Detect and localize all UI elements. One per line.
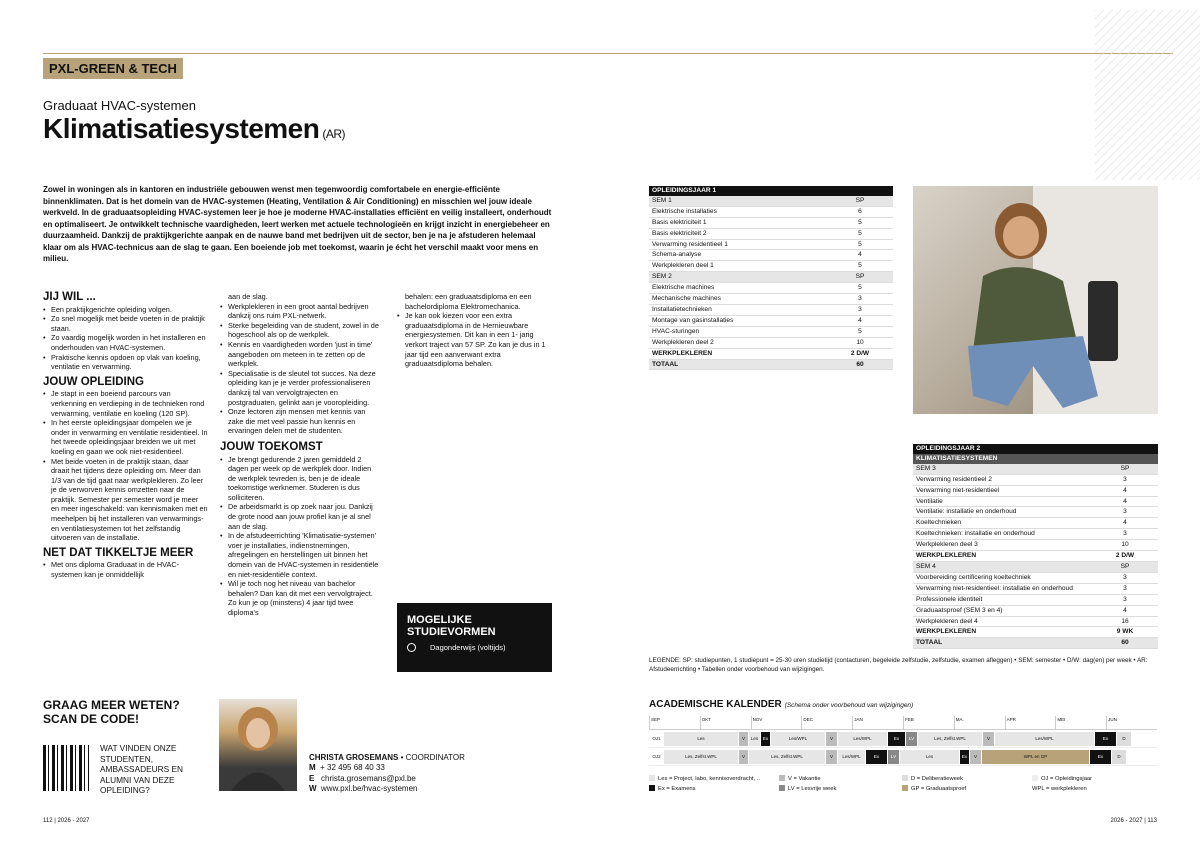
course-sp: SP [1120, 464, 1130, 472]
calendar-month: MA. [954, 716, 1005, 729]
list-item: • De arbeidsmarkt is op zoek naar jou. Dankzij de grote nood aan jouw profiel kan je al snel aan de slag. [220, 502, 380, 531]
course-sp: 4 [1123, 497, 1127, 505]
table-header: OPLEIDINGSJAAR 2 [913, 444, 1158, 454]
swatch-oj [1032, 775, 1038, 781]
continued-text: behalen: een graduaatsdiploma en een bachelordiploma Elektromechanica. [405, 292, 532, 311]
legend-label: Ex = Examens [658, 786, 696, 792]
course-sp: 3 [1123, 530, 1127, 538]
table-jaar1 [649, 186, 893, 370]
course-name: Verwarming niet-residentieel [916, 486, 1000, 494]
table-body [649, 196, 893, 371]
table-body [913, 464, 1158, 649]
kalender-title [649, 699, 913, 710]
legend-label: Les = Project, labo, kennisoverdracht, .. [658, 776, 760, 782]
course-name: Ventilatie [916, 497, 943, 505]
course-name: Werkplekleren deel 2 [652, 338, 714, 346]
table-subheader: KLIMATISATIESYSTEMEN [913, 454, 1158, 464]
course-name: TOTAAL [652, 360, 679, 368]
toekomst-list [220, 455, 380, 618]
table-jaar2 [913, 444, 1158, 649]
contact-role: • COORDINATOR [400, 753, 465, 762]
course-name: Mechanische machines [652, 295, 721, 303]
course-name: Verwarming residentieel 1 [652, 240, 728, 248]
table-row [649, 229, 893, 240]
course-sp: 9 WK [1116, 628, 1134, 636]
course-name: Koeltechnieken: installatie en onderhoud [916, 530, 1035, 538]
legend-label: V = Vakantie [788, 776, 821, 782]
legend-label: GP = Graduaatsproef [911, 786, 967, 792]
swatch-examens [649, 785, 655, 791]
table-row [913, 584, 1158, 595]
segment-les: Les [899, 750, 959, 764]
segment-vakantie: V [982, 732, 994, 746]
page-number-left: 112 | 2026 - 2027 [43, 818, 90, 824]
segment-les-zelfst: Les, Zelfst.WPL [748, 750, 825, 764]
column-2 [220, 292, 380, 618]
course-name: WERKPLEKLEREN [916, 628, 977, 636]
list-item: • Sterke begeleiding van de student, zowel in de hogeschool als op de werkplek. [220, 321, 380, 340]
table-row [649, 218, 893, 229]
course-name: HVAC-sturingen [652, 327, 700, 335]
legend-item [902, 784, 1032, 794]
list-item: • Werkplekleren in een groot aantal bedrijven dankzij ons ruim PXL-netwerk. [220, 302, 380, 321]
course-sp: SP [1120, 562, 1130, 570]
swatch-lesvrij [779, 785, 785, 791]
table-row [649, 272, 893, 283]
segment-les-wpl: Les/WPL [837, 750, 865, 764]
course-sp: 3 [1123, 475, 1127, 483]
calendar-month: DEC [801, 716, 852, 729]
course-sp: 3 [1123, 573, 1127, 581]
table-row [649, 349, 893, 360]
course-sp: 5 [858, 284, 862, 292]
segment-examens: Ex [887, 732, 905, 746]
course-sp: 4 [1123, 486, 1127, 494]
list-item: • Je brengt gedurende 2 jaren gemiddeld 2 dagen per week op de werkplek door. Indien de werkplek tevreden is, ben je de ideale toekomstige werknemer. Studeren is dus solliciteren. [220, 455, 380, 503]
course-sp: 5 [858, 262, 862, 270]
course-sp: 5 [858, 229, 862, 237]
studievorm-label: Dagonderwijs (voltijds) [430, 643, 506, 652]
legend-item [779, 784, 902, 794]
student-illustration [913, 186, 1158, 414]
list-item: • Zo snel mogelijk met beide voeten in de praktijk staan. [43, 314, 208, 333]
table-row [913, 606, 1158, 617]
swatch-les [649, 775, 655, 781]
table-row [913, 638, 1158, 649]
course-sp: 4 [858, 316, 862, 324]
course-sp: 2 D/W [850, 349, 870, 357]
tikkeltje-heading: NET DAT TIKKELTJE MEER [43, 546, 194, 559]
course-sp: 3 [1123, 584, 1127, 592]
segment-examens: Ex [760, 732, 770, 746]
list-item: • Je kan ook kiezen voor een extra graduaatsdiploma in de Hernieuwbare energiesystemen. Dit kan in een 1- jarig verkort traject van 57 SP. Zo kan je dus in 1 jaar tijd een aanverwant extra graduaatsdiploma behalen. [397, 311, 552, 369]
email-label: E [309, 773, 315, 783]
course-sp: 60 [1121, 639, 1129, 647]
course-name: Werkplekleren deel 4 [916, 617, 978, 625]
calendar-month: NOV [751, 716, 802, 729]
coordinator-illustration [219, 699, 297, 791]
kalender-note: (Schema onder voorbehoud van wijzigingen) [784, 702, 914, 709]
table-row [649, 327, 893, 338]
title-text: Klimatisatiesystemen [43, 113, 320, 144]
course-name: Montage van gasinstallaties [652, 316, 734, 324]
row-label: OJ2 [649, 750, 663, 764]
course-name: Verwarming niet-residentieel: installatie en onderhoud [916, 584, 1073, 592]
contact-web-line [309, 784, 465, 794]
table-header: OPLEIDINGSJAAR 1 [649, 186, 893, 196]
intro-text: Zowel in woningen als in kantoren en industriële gebouwen wenst men tegenwoordig comfortabele en energie-efficiënte binnenklimaten. Dat is het domein van de HVAC-systemen (Heating, Ventilation & Air Conditioning) en misschien wel jouw ideale werkveld. In de graduaatsopleiding HVAC-systemen leer je hoe je moderne HVAC-installaties efficiënt en veilig installeert, onderhoudt en optimaliseert. Je ontwikkelt technische vaardigheden, leert werken met actuele technologieën en krijgt inzicht in energiebeheer en duurzaamheid. Dankzij de praktijkgerichte aanpak en de nauwe band met bedrijven uit de sector, ben je na je afstuderen helemaal klaar om als HVAC-technicus aan de slag te gaan. Een boeiende job met toekomst, waarin je écht het verschil maakt voor mens en milieu. [43, 185, 552, 263]
list-item: • Je stapt in een boeiend parcours van verkenning en verdieping in de technieken rond verwarming, ventilatie en koeling (120 SP). [43, 389, 208, 418]
course-name: Basis elektriciteit 2 [652, 229, 707, 237]
segment-vakantie: V [738, 750, 748, 764]
calendar-month: OKT [700, 716, 751, 729]
list-item: • Onze lectoren zijn mensen met kennis van zake die met veel passie hun kennis en ervaringen delen met de studenten. [220, 407, 380, 436]
table-row [913, 507, 1158, 518]
qr-caption: WAT VINDEN ONZE STUDENTEN, AMBASSADEURS EN ALUMNI VAN DEZE OPLEIDING? [100, 743, 183, 795]
table-row [649, 240, 893, 251]
segment-examens: Ex [1089, 750, 1111, 764]
row-label: OJ1 [649, 732, 663, 746]
table-row [913, 464, 1158, 475]
table-row [913, 529, 1158, 540]
contact-name: CHRISTA GROSEMANS [309, 753, 399, 762]
course-name: Schema-analyse [652, 251, 702, 259]
table-row [913, 595, 1158, 606]
calendar-row-oj1 [649, 730, 1157, 748]
studievormen-heading: MOGELIJKE STUDIEVORMEN [407, 614, 496, 638]
table-row [913, 540, 1158, 551]
segment-les: Les [663, 732, 738, 746]
page-number-right: 2026 - 2027 | 113 [1110, 818, 1157, 824]
legend-label: WPL = werkplekleren [1032, 786, 1087, 792]
jij-wil-list [43, 305, 208, 372]
table-row [913, 562, 1158, 573]
course-name: Elektrische installaties [652, 207, 717, 215]
segment-les-zelfst: Les, Zelfst.WPL [663, 750, 738, 764]
course-sp: 4 [1123, 606, 1127, 614]
calendar-months [649, 716, 1157, 730]
table-row [649, 250, 893, 261]
category-tag: PXL-GREEN & TECH [43, 58, 183, 79]
course-sp: 2 D/W [1115, 552, 1135, 560]
course-name: SEM 4 [916, 562, 936, 570]
course-name: Koeltechnieken [916, 519, 962, 527]
coordinator-photo [219, 699, 297, 791]
course-name: Basis elektriciteit 1 [652, 218, 707, 226]
course-sp: 10 [1121, 541, 1129, 549]
title-suffix: (AR) [322, 127, 346, 141]
calendar-month: JAN [852, 716, 903, 729]
swatch-gp [902, 785, 908, 791]
segment-lesvrij: LV [905, 732, 917, 746]
column-1 [43, 289, 208, 580]
calendar-legend [649, 774, 1149, 794]
course-sp: 4 [1123, 519, 1127, 527]
corner-pattern [1095, 10, 1200, 180]
course-sp: SP [855, 273, 865, 281]
legend-text: LEGENDE: SP: studiepunten, 1 studiepunt = 25-30 uren studietijd (contacturen, begeleide zelfstudie, zelfstudie, examen afleggen) • SEM: semester • D/W: dag(en) per week • AR: Afstudeerrichting • Tabellen onder voorbehoud van wijzigingen. [649, 657, 1148, 673]
table-row [913, 518, 1158, 529]
segment-examens: Ex [1094, 732, 1116, 746]
table-row [649, 283, 893, 294]
contact-phone-line [309, 763, 465, 773]
course-name: Verwarming residentieel 2 [916, 475, 992, 483]
top-divider [43, 53, 1173, 54]
list-item: • Zo vaardig mogelijk worden in het installeren en onderhouden van HVAC-systemen. [43, 333, 208, 352]
legend-item [1032, 784, 1152, 794]
contact-name-line [309, 753, 465, 763]
course-sp: 3 [1123, 595, 1127, 603]
course-sp: 3 [858, 305, 862, 313]
course-sp: 3 [858, 295, 862, 303]
table-row [649, 196, 893, 207]
table-row [913, 627, 1158, 638]
table-row [649, 294, 893, 305]
course-name: Graduaatsproef (SEM 3 en 4) [916, 606, 1003, 614]
course-name: Professionele identiteit [916, 595, 983, 603]
segment-vakantie: V [969, 750, 981, 764]
calendar-month: SEP [649, 716, 700, 729]
course-sp: 3 [1123, 508, 1127, 516]
segment-vakantie: V [738, 732, 748, 746]
calendar-month: APR [1005, 716, 1056, 729]
legend-item [649, 784, 779, 794]
segment-les: Les [748, 732, 760, 746]
list-item: • In het eerste opleidingsjaar dompelen we je onder in verwarming en ventilatie residentieel. In het tweede opleidingsjaar breiden we uit met koeling en gaan we ook niet-residentieel. [43, 418, 208, 456]
legend-label: D = Deliberatieweek [911, 776, 964, 782]
toekomst-heading: JOUW TOEKOMST [220, 440, 323, 453]
segment-vakantie: V [825, 750, 837, 764]
course-sp: 16 [1121, 617, 1129, 625]
studievormen-box [397, 603, 552, 672]
list-item: • Met ons diploma Graduaat in de HVAC-systemen kan je onmiddellijk [43, 560, 208, 579]
course-name: Installatietechnieken [652, 305, 712, 313]
segment-wpl-gp: WPL en GP [981, 750, 1089, 764]
list-item: • Een praktijkgerichte opleiding volgen. [43, 305, 208, 315]
calendar-row-oj2 [649, 748, 1157, 766]
list-item: • Met beide voeten in de praktijk staan, daar draait het tijdens deze opleiding om. Meer dan 1/3 van de tijd gaat naar werkplekleren. Zo leer je de verworven kennis omzetten naar de praktijk. Semester per semester word je meer en meer ingeschakeld: van kennismaken met en meehelpen bij het installeren van verwarmings- en ventilatiesystemen tot het zelfstandig uitvoeren van de installatie. [43, 457, 208, 543]
legend-label: LV = Lesvrije week [788, 786, 837, 792]
table-row [649, 261, 893, 272]
list-item: • Specialisatie is de sleutel tot succes. Na deze opleiding kan je je verder professionaliseren dankzij tal van vervolgtrajecten en postgraduaten, gelinkt aan je vooropleiding. [220, 369, 380, 407]
course-sp: 5 [858, 218, 862, 226]
column-3 [397, 292, 552, 369]
phone-label: M [309, 763, 316, 773]
course-name: SEM 3 [916, 464, 936, 472]
swatch-vakantie [779, 775, 785, 781]
contact-block [309, 753, 465, 794]
segment-examens: Ex [959, 750, 969, 764]
table-row [649, 305, 893, 316]
graag-meer-weten: GRAAG MEER WETEN? SCAN DE CODE! [43, 698, 180, 726]
segment-les-zelfst: Les, Zelfst.WPL [917, 732, 982, 746]
list-item: • Wil je toch nog het niveau van bachelor behalen? Dan kan dit met een vervolgtraject. Zo kun je op (minstens) 4 jaar tijd twee diploma's [220, 579, 380, 617]
toekomst-list-2 [397, 311, 552, 369]
course-sp: 4 [858, 251, 862, 259]
studievorm-option [407, 643, 542, 652]
calendar-month: MEI [1055, 716, 1106, 729]
page-title [43, 113, 345, 145]
table-row [649, 316, 893, 327]
swatch-deliberatie [902, 775, 908, 781]
course-sp: 5 [858, 240, 862, 248]
course-sp: 6 [858, 207, 862, 215]
course-name: Werkplekleren deel 1 [652, 262, 714, 270]
academic-calendar [649, 716, 1157, 766]
course-name: Ventilatie: installatie en onderhoud [916, 508, 1017, 516]
contact-website[interactable]: www.pxl.be/hvac-systemen [321, 783, 418, 793]
course-name: SEM 2 [652, 273, 672, 281]
table-row [649, 360, 893, 371]
calendar-month: JUN [1106, 716, 1157, 729]
table-row [913, 475, 1158, 486]
calendar-month: FEB [903, 716, 954, 729]
qr-code[interactable] [43, 745, 89, 791]
kalender-title-text: ACADEMISCHE KALENDER [649, 699, 782, 710]
segment-lesvrij: LV [887, 750, 899, 764]
segment-les-wpl: Les/WPL [770, 732, 825, 746]
continued-text: aan de slag. [228, 292, 268, 301]
list-item: • Kennis en vaardigheden worden 'just in time' aangeboden om meteen in te zetten op de werkplek. [220, 340, 380, 369]
course-name: SEM 1 [652, 196, 672, 204]
course-sp: 10 [856, 338, 864, 346]
legend-item [649, 774, 779, 784]
course-name: Voorbereiding certificering koeltechniek [916, 573, 1031, 581]
opleiding-list [43, 389, 208, 543]
table-row [649, 207, 893, 218]
segment-deliberatie: D [1111, 750, 1126, 764]
circle-icon [407, 643, 416, 652]
table-row [649, 338, 893, 349]
jij-wil-heading: JIJ WIL ... [43, 291, 96, 303]
page-subtitle: Graduaat HVAC-systemen [43, 98, 196, 113]
course-name: Elektrische machines [652, 284, 715, 292]
list-item: • In de afstudeerrichting 'Klimatisatie-systemen' voer je installaties, indienstnemingen, afregelingen en herstellingen uit binnen het domein van de HVAC-systemen in residentiële en niet-residentiële context. [220, 531, 380, 579]
table-row [913, 497, 1158, 508]
course-sp: 60 [856, 360, 864, 368]
course-name: WERKPLEKLEREN [916, 552, 977, 560]
web-label: W [309, 783, 317, 793]
legend-item [1032, 774, 1152, 784]
opleiding-heading: JOUW OPLEIDING [43, 375, 144, 388]
legend-item [779, 774, 902, 784]
segment-les-wpl: Les/WPL [837, 732, 887, 746]
segment-deliberatie: D [1116, 732, 1131, 746]
segment-examens: Ex [865, 750, 887, 764]
table-row [913, 617, 1158, 628]
course-sp: SP [855, 196, 865, 204]
student-photo [913, 186, 1158, 414]
segment-les-wpl: Les/WPL [994, 732, 1094, 746]
course-name: TOTAAL [916, 639, 943, 647]
course-name: WERKPLEKLEREN [652, 349, 713, 357]
contact-email-line [309, 774, 465, 784]
list-item: • Praktische kennis opdoen op vlak van koeling, ventilatie en verwarming. [43, 353, 208, 372]
segment-vakantie: V [825, 732, 837, 746]
contact-phone[interactable]: + 32 495 68 40 33 [320, 763, 385, 773]
table-row [913, 551, 1158, 562]
course-sp: 5 [858, 327, 862, 335]
legend-item [902, 774, 1032, 784]
course-name: Werkplekleren deel 3 [916, 541, 978, 549]
contact-email[interactable]: christa.grosemans@pxl.be [321, 773, 416, 783]
table-row [913, 486, 1158, 497]
tikkeltje-list [220, 302, 380, 436]
table-row [913, 573, 1158, 584]
tikkeltje-list-start [43, 560, 208, 579]
legend-label: OJ = Opleidingsjaar [1041, 776, 1093, 782]
